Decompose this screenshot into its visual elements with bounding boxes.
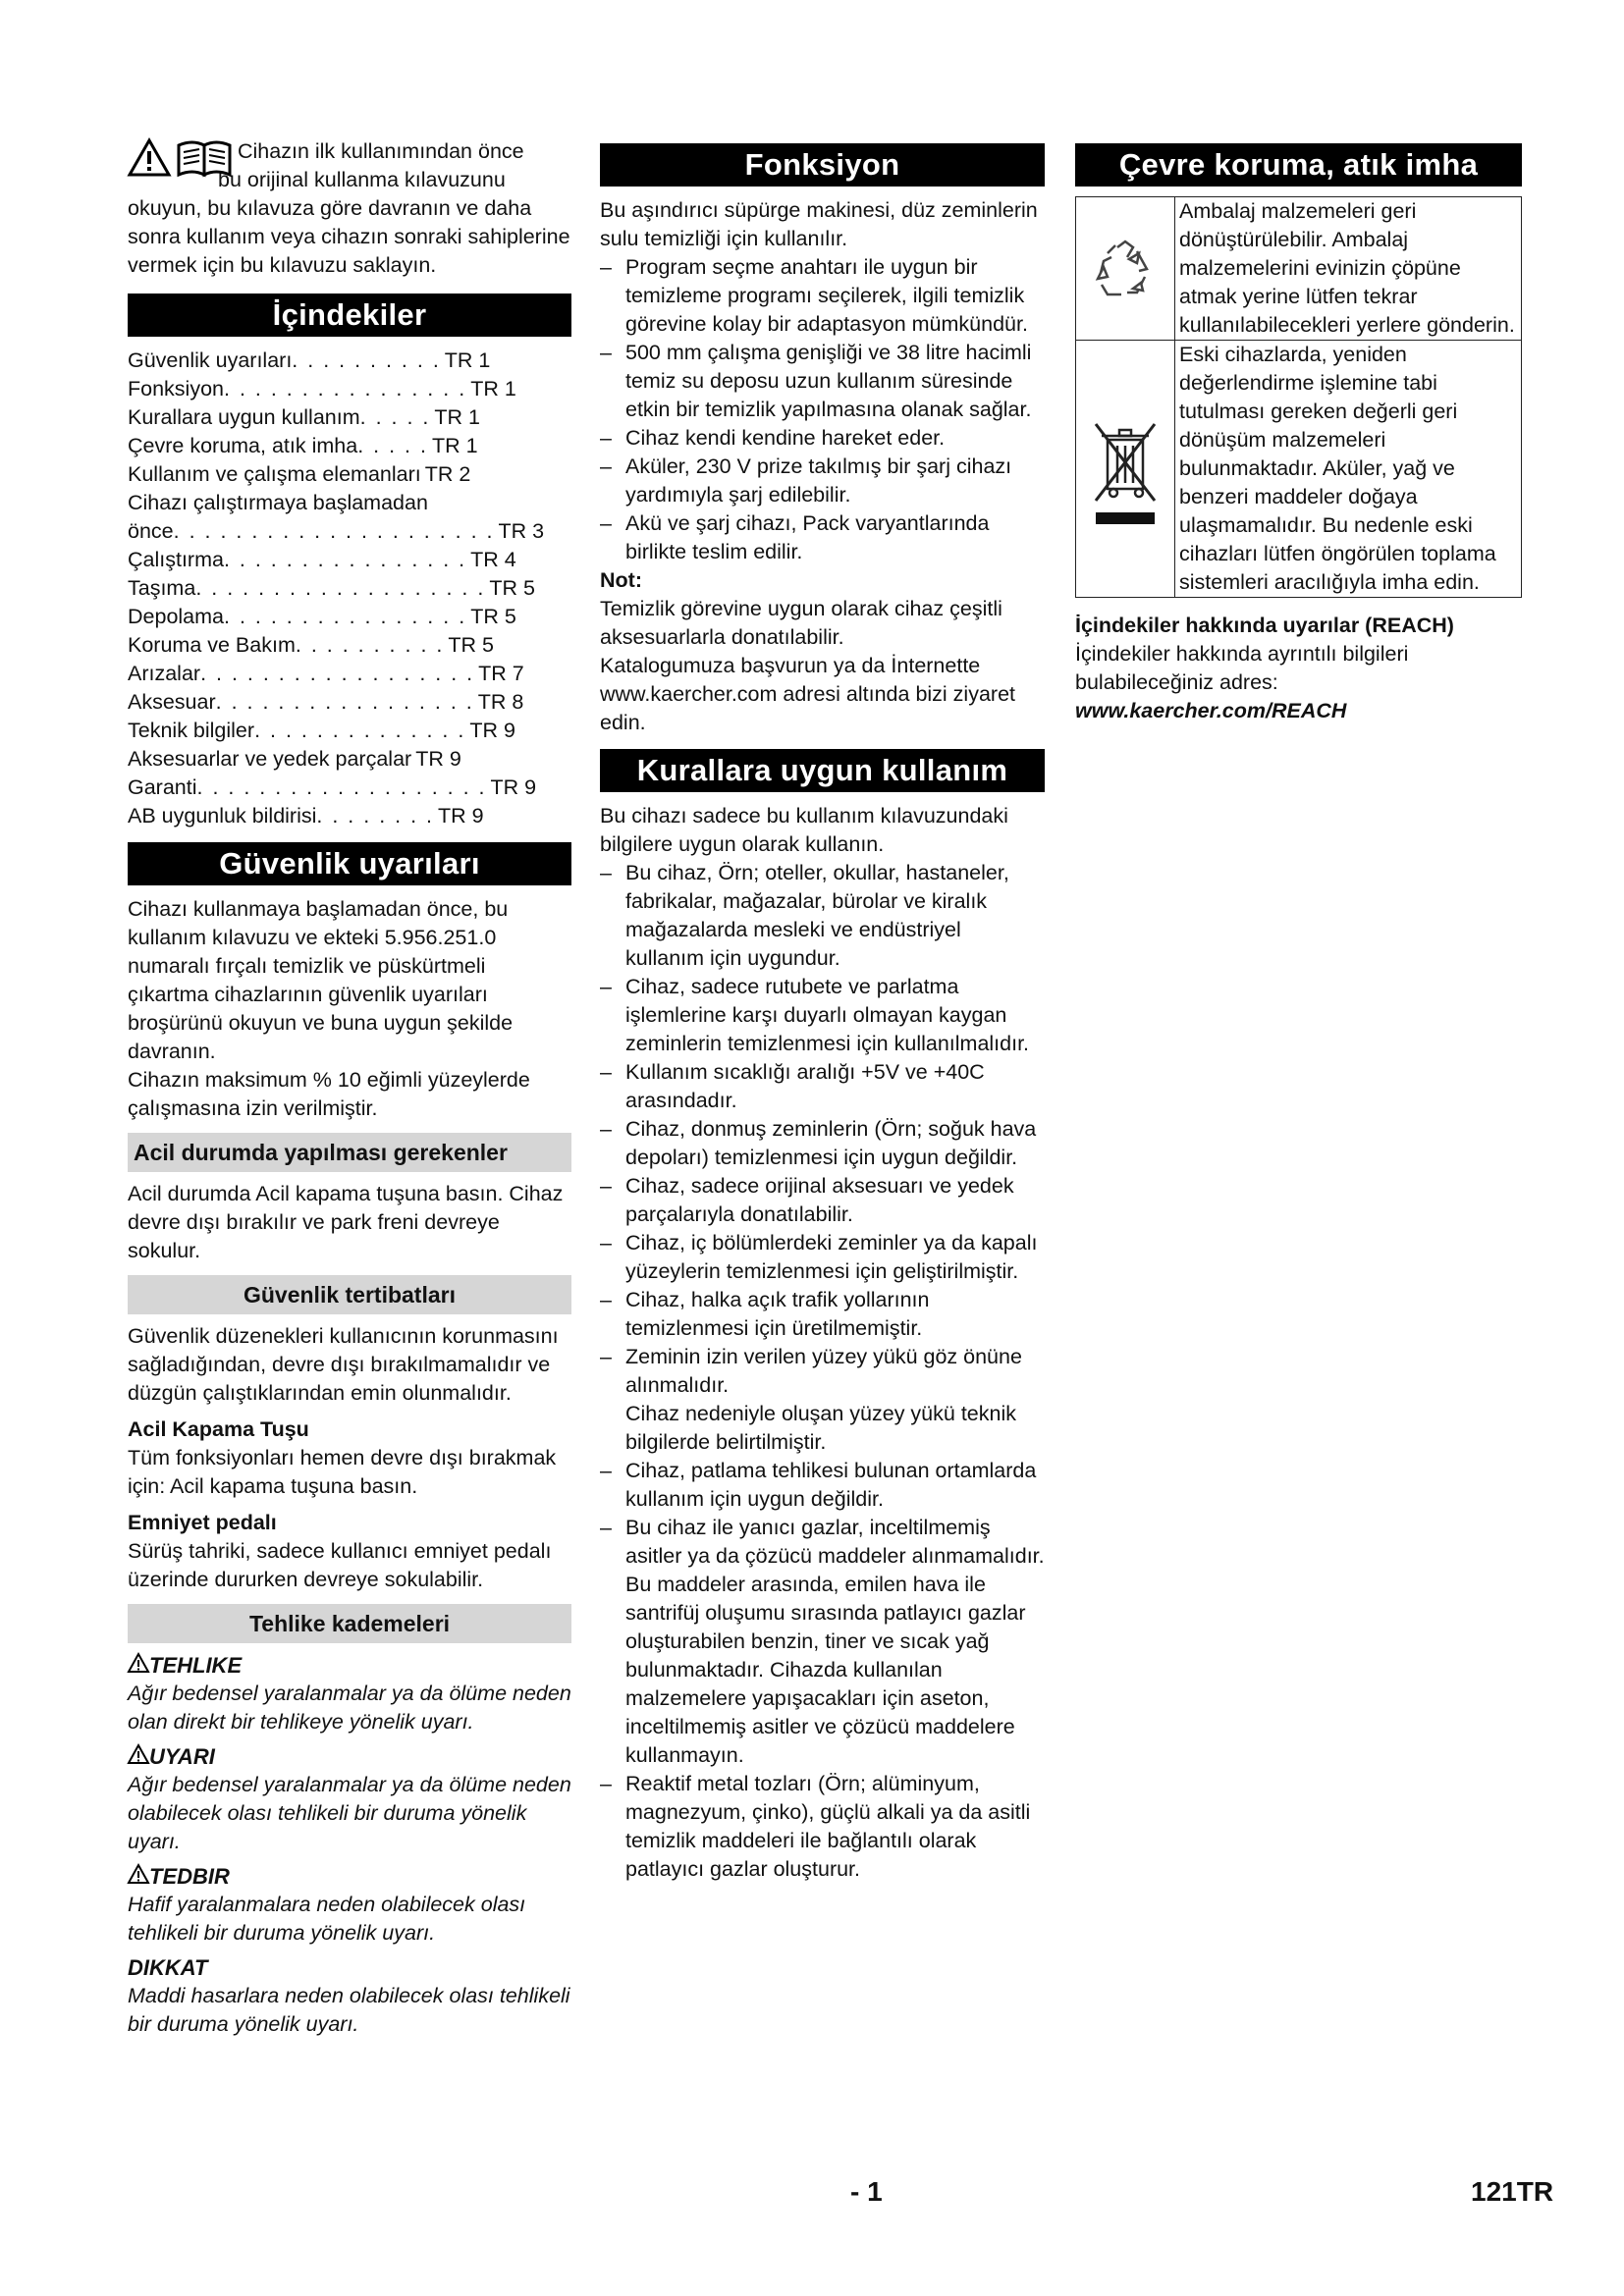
toc-item[interactable] bbox=[128, 375, 516, 403]
dash-bullet: – bbox=[600, 426, 612, 450]
toc-item-page: TR 1 bbox=[470, 377, 516, 400]
weee-text: Eski cihazlarda, yeniden değerlendirme işlemine tabi tutulması gereken değerli geri dönüşüm malzemeleri bulunmaktadır. Aküler, yağ ve benzeri maddeler doğaya ulaşmamalıdır. Bu nedenle eski cihazları lütfen öngörülen toplama sistemleri aracılığıyla imha edin. bbox=[1179, 343, 1496, 594]
danger-levels-heading: Tehlike kademeleri bbox=[128, 1604, 571, 1643]
toc-item-dots: . . . . . . . . . . . . . . bbox=[254, 719, 466, 742]
toc-item[interactable] bbox=[128, 717, 515, 745]
dash-bullet: – bbox=[600, 1231, 612, 1255]
toc-item-dots: . . . . . . . . . . . . . . . . bbox=[223, 548, 467, 571]
toc-item-dots: . . . . . . . . . . . . . . . . . . . bbox=[195, 576, 486, 600]
intro-line-2: bu orijinal kullanma kılavuzunu bbox=[218, 168, 506, 191]
toc-item-dots: . . . . . . . . . . . . . . . . . bbox=[215, 690, 474, 714]
dash-bullet: – bbox=[600, 454, 612, 478]
emergency-heading: Acil durumda yapılması gerekenler bbox=[128, 1133, 571, 1172]
toc-item-page: TR 8 bbox=[477, 690, 524, 714]
toc-item-label: Aksesuar bbox=[128, 690, 216, 714]
toc-item-label: Koruma ve Bakım bbox=[128, 633, 296, 657]
safety-heading: Güvenlik uyarıları bbox=[128, 842, 571, 885]
column-right bbox=[1075, 137, 1522, 725]
toc-item-dots: . . . . . . . . . . bbox=[292, 348, 441, 372]
proper-use-list-item-text: Cihaz, sadece orijinal aksesuarı ve yedek parçalarıyla donatılabilir. bbox=[625, 1174, 1014, 1226]
toc-item-dots: . . . . . . . . . . . . . . . . . . bbox=[200, 662, 475, 685]
environment-heading: Çevre koruma, atık imha bbox=[1075, 143, 1522, 187]
proper-use-list-item bbox=[600, 1286, 1045, 1343]
toc-item-label: AB uygunluk bildirisi bbox=[128, 804, 317, 828]
toc-item[interactable] bbox=[128, 774, 537, 802]
proper-use-list-item bbox=[600, 1058, 1045, 1115]
toc-item-page: TR 3 bbox=[498, 519, 545, 543]
emergency-text: Acil durumda Acil kapama tuşuna basın. Cihaz devre dışı bırakılır ve park freni devreye sokulur. bbox=[128, 1182, 564, 1262]
toc-item-page: TR 1 bbox=[434, 405, 480, 429]
function-list-item-text: Program seçme anahtarı ile uygun bir temizleme programı seçilerek, ilgili temizlik görevine kolay bir adaptasyon mümkündür. bbox=[625, 255, 1028, 336]
caution-text: Hafif yaralanmalara neden olabilecek olası tehlikeli bir duruma yönelik uyarı. bbox=[128, 1893, 526, 1945]
recycle-row bbox=[1076, 197, 1521, 341]
proper-use-list-item-text: Cihaz, donmuş zeminlerin (Örn; soğuk hava depoları) temizlenmesi için uygun değildir. bbox=[625, 1117, 1037, 1169]
safety-devices-text: Güvenlik düzenekleri kullanıcının korunmasını sağladığından, devre dışı bırakılmamalıdır ve düzgün çalıştıklarından emin olunmalıdır. bbox=[128, 1324, 559, 1405]
dash-bullet: – bbox=[600, 1345, 612, 1368]
toc-item[interactable] bbox=[128, 489, 511, 517]
proper-use-heading: Kurallara uygun kullanım bbox=[600, 749, 1045, 792]
proper-use-list-item-text: Zeminin izin verilen yüzey yükü göz önüne alınmalıdır. bbox=[625, 1345, 1022, 1397]
warning-manual-icon bbox=[128, 137, 234, 177]
column-middle bbox=[600, 137, 1045, 1884]
proper-use-list-item-text: Cihaz, patlama tehlikesi bulunan ortamlarda kullanım için uygun değildir. bbox=[625, 1459, 1037, 1511]
toc-item[interactable] bbox=[128, 432, 511, 460]
intro-line-1: Cihazın ilk kullanımından önce bbox=[238, 139, 524, 163]
dash-bullet: – bbox=[600, 1174, 612, 1198]
toc-item-label: Aksesuarlar ve yedek parçalar bbox=[128, 747, 412, 771]
document-code: 121TR bbox=[1471, 2176, 1554, 2207]
pedal-heading: Emniyet pedalı bbox=[128, 1511, 277, 1534]
toc-item-page: TR 1 bbox=[431, 434, 478, 457]
toc-item-dots: . . . . . . . . . . . . . . . . bbox=[224, 605, 467, 628]
weee-row bbox=[1076, 341, 1521, 598]
proper-use-list-item-text: Kullanım sıcaklığı aralığı +5V ve +40C arasındadır. bbox=[625, 1060, 985, 1112]
toc-item-label: Arızalar bbox=[128, 662, 201, 685]
toc-item-label: Teknik bilgiler bbox=[128, 719, 255, 742]
reach-heading: İçindekiler hakkında uyarılar (REACH) bbox=[1075, 614, 1454, 637]
note-paragraph-2: Katalogumuza başvurun ya da İnternette www.kaercher.com adresi altında bizi ziyaret edin. bbox=[600, 654, 1016, 734]
toc-item-page: TR 9 bbox=[469, 719, 515, 742]
reach-url[interactable]: www.kaercher.com/REACH bbox=[1075, 699, 1347, 722]
toc-item-label: Fonksiyon bbox=[128, 377, 224, 400]
toc-item[interactable] bbox=[128, 347, 511, 375]
toc-item-page: TR 5 bbox=[489, 576, 535, 600]
toc-item-label: Cihazı çalıştırmaya başlamadan bbox=[128, 491, 428, 514]
toc-item[interactable] bbox=[128, 802, 511, 830]
warning-label bbox=[128, 1742, 571, 1771]
toc-item-label: önce bbox=[128, 519, 174, 543]
pedal-text: Sürüş tahriki, sadece kullanıcı emniyet pedalı üzerinde dururken devreye sokulabilir. bbox=[128, 1539, 552, 1591]
proper-use-list-item bbox=[600, 1115, 1045, 1172]
toc-item-label: Çalıştırma bbox=[128, 548, 224, 571]
toc-item-dots: . . . . . . . . . . bbox=[295, 633, 445, 657]
proper-use-list-item-text: Cihaz, iç bölümlerdeki zeminler ya da kapalı yüzeylerin temizlenmesi için geliştirilmiştir. bbox=[625, 1231, 1038, 1283]
crossed-bin-icon bbox=[1086, 410, 1164, 528]
function-list-item-text: Akü ve şarj cihazı, Pack varyantlarında birlikte teslim edilir. bbox=[625, 511, 990, 563]
proper-use-list-item bbox=[600, 1514, 1045, 1571]
dash-bullet: – bbox=[600, 1772, 612, 1795]
function-heading: Fonksiyon bbox=[600, 143, 1045, 187]
caution-label-text: TEDBIR bbox=[149, 1864, 230, 1889]
toc-item-label: Depolama bbox=[128, 605, 224, 628]
toc-item[interactable] bbox=[128, 574, 535, 603]
dash-bullet: – bbox=[600, 511, 612, 535]
dash-bullet: – bbox=[600, 1516, 612, 1539]
notice-text: Maddi hasarlara neden olabilecek olası tehlikeli bir duruma yönelik uyarı. bbox=[128, 1984, 570, 2036]
function-list-item bbox=[600, 509, 1045, 566]
recycle-icon-cell bbox=[1076, 197, 1175, 340]
proper-use-list-item bbox=[600, 973, 1045, 1058]
recycle-text: Ambalaj malzemeleri geri dönüştürülebilir. Ambalaj malzemelerini evinizin çöpüne atmak yerine lütfen tekrar kullanılabilecekleri yerlere gönderin. bbox=[1179, 199, 1515, 337]
weee-icon-cell bbox=[1076, 341, 1175, 597]
dash-bullet: – bbox=[600, 1060, 612, 1084]
toc-item[interactable] bbox=[128, 660, 524, 688]
proper-use-list-item bbox=[600, 1770, 1045, 1884]
danger-label bbox=[128, 1651, 571, 1680]
proper-use-list-item bbox=[600, 1229, 1045, 1286]
proper-use-list-item-text: Bu cihaz, Örn; oteller, okullar, hastaneler, fabrikalar, mağazalar, bürolar ve kiralık mağazalarda mesleki ve endüstriyel kullanım için uygundur. bbox=[625, 861, 1009, 970]
toc-item-label: Taşıma bbox=[128, 576, 196, 600]
toc-item-dots: . . . . . . . . bbox=[316, 804, 435, 828]
safety-devices-heading: Güvenlik tertibatları bbox=[128, 1275, 571, 1314]
proper-use-list-item-text: Cihaz, sadece rutubete ve parlatma işlemlerine karşı duyarlı olmayan kaygan zeminlerin temizlenmesi için kullanılmalıdır. bbox=[625, 975, 1030, 1055]
intro-rest: okuyun, bu kılavuza göre davranın ve daha sonra kullanım veya cihazın sonraki sahiplerine vermek için bu kılavuzu saklayın. bbox=[128, 196, 570, 277]
dash-bullet: – bbox=[600, 255, 612, 279]
toc-item-label: Çevre koruma, atık imha bbox=[128, 434, 358, 457]
warning-label-text: UYARI bbox=[149, 1744, 215, 1769]
proper-use-list-item bbox=[600, 1172, 1045, 1229]
toc-item-page: TR 4 bbox=[470, 548, 516, 571]
toc-item-dots: . . . . . . . . . . . . . . . . bbox=[224, 377, 467, 400]
toc-item[interactable] bbox=[128, 603, 516, 631]
caution-label bbox=[128, 1862, 571, 1891]
toc-item-page: TR 9 bbox=[490, 775, 537, 799]
estop-heading: Acil Kapama Tuşu bbox=[128, 1417, 309, 1441]
function-list-item-text: Aküler, 230 V prize takılmış bir şarj cihazı yardımıyla şarj edilebilir. bbox=[625, 454, 1012, 507]
page-number: - 1 bbox=[850, 2176, 883, 2207]
toc-item[interactable] bbox=[128, 403, 511, 432]
toc-item-label: Kurallara uygun kullanım bbox=[128, 405, 360, 429]
warning-triangle-icon bbox=[128, 1744, 149, 1764]
toc-item-page: TR 5 bbox=[470, 605, 516, 628]
proper-use-list-item-extra: Cihaz nedeniyle oluşan yüzey yükü teknik bilgilerde belirtilmiştir. bbox=[625, 1402, 1016, 1454]
intro bbox=[128, 137, 571, 280]
dash-bullet: – bbox=[600, 1117, 612, 1141]
note-paragraph-1: Temizlik görevine uygun olarak cihaz çeşitli aksesuarlarla donatılabilir. bbox=[600, 597, 1002, 649]
function-list-item bbox=[600, 339, 1045, 424]
toc-item-dots: . . . . . . . . . . . . . . . . . . . bbox=[196, 775, 487, 799]
function-list-item bbox=[600, 253, 1045, 339]
toc-item-page: TR 2 bbox=[424, 462, 471, 486]
danger-label-text: TEHLIKE bbox=[149, 1653, 243, 1678]
notice-label: DIKKAT bbox=[128, 1955, 208, 1980]
function-list-item bbox=[600, 424, 1045, 453]
toc-item[interactable] bbox=[128, 546, 516, 574]
column-left bbox=[128, 137, 571, 2039]
toc-item-label: Garanti bbox=[128, 775, 197, 799]
proper-use-paragraph: Bu cihazı sadece bu kullanım kılavuzundaki bilgilere uygun olarak kullanın. bbox=[600, 804, 1008, 856]
proper-use-list-item-extra: Bu maddeler arasında, emilen hava ile santrifüj oluşumu sırasında patlayıcı gazlar oluşturabilen benzin, tiner ve sıcak yağ bulunmaktadır. Cihazda kullanılan malzemelere yapışacakları için aseton, inceltilmemiş asitler ve çözücü maddelere kullanmayın. bbox=[625, 1573, 1026, 1767]
function-paragraph: Bu aşındırıcı süpürge makinesi, düz zeminlerin sulu temizliği için kullanılır. bbox=[600, 198, 1038, 250]
toc-item-dots: . . . . . bbox=[359, 405, 431, 429]
safety-paragraph-2: Cihazın maksimum % 10 eğimli yüzeylerde çalışmasına izin verilmiştir. bbox=[128, 1068, 530, 1120]
proper-use-list-item bbox=[600, 859, 1045, 973]
toc-item-label: Güvenlik uyarıları bbox=[128, 348, 293, 372]
toc-item-page: TR 1 bbox=[444, 348, 491, 372]
toc-item-page: TR 7 bbox=[478, 662, 524, 685]
toc-item[interactable] bbox=[128, 460, 511, 489]
dash-bullet: – bbox=[600, 861, 612, 884]
dash-bullet: – bbox=[600, 1288, 612, 1311]
dash-bullet: – bbox=[600, 975, 612, 998]
toc-item-page: TR 5 bbox=[448, 633, 494, 657]
estop-text: Tüm fonksiyonları hemen devre dışı bırakmak için: Acil kapama tuşuna basın. bbox=[128, 1446, 557, 1498]
proper-use-list-item-text: Cihaz, halka açık trafik yollarının temizlenmesi için üretilmemiştir. bbox=[625, 1288, 930, 1340]
toc-item-page: TR 9 bbox=[438, 804, 484, 828]
warning-triangle-icon bbox=[128, 1653, 149, 1673]
function-list-item-text: 500 mm çalışma genişliği ve 38 litre hacimli temiz su deposu uzun kullanım süresinde etkin bir temizlik yapılmasına olanak sağlar. bbox=[625, 341, 1032, 421]
function-list-item bbox=[600, 453, 1045, 509]
toc-item-dots: . . . . . . . . . . . . . . . . . . . . . bbox=[173, 519, 495, 543]
toc-item-page: TR 9 bbox=[415, 747, 461, 771]
recycle-icon bbox=[1094, 238, 1157, 300]
note-label: Not: bbox=[600, 568, 642, 592]
function-list-item-text: Cihaz kendi kendine hareket eder. bbox=[625, 426, 946, 450]
toc-item[interactable] bbox=[128, 631, 511, 660]
toc-item-dots: . . . . . bbox=[357, 434, 428, 457]
toc-item[interactable] bbox=[128, 745, 511, 774]
toc-item[interactable] bbox=[128, 517, 545, 546]
proper-use-list bbox=[600, 859, 1045, 1884]
toc-heading: İçindekiler bbox=[128, 294, 571, 337]
toc-item-label: Kullanım ve çalışma elemanları bbox=[128, 462, 421, 486]
danger-text: Ağır bedensel yaralanmalar ya da ölüme neden olan direkt bir tehlikeye yönelik uyarı. bbox=[128, 1682, 571, 1734]
dash-bullet: – bbox=[600, 341, 612, 364]
dash-bullet: – bbox=[600, 1459, 612, 1482]
function-list bbox=[600, 253, 1045, 566]
reach-text: İçindekiler hakkında ayrıntılı bilgileri bulabileceğiniz adres: bbox=[1075, 642, 1409, 694]
proper-use-list-item bbox=[600, 1343, 1045, 1400]
warning-text: Ağır bedensel yaralanmalar ya da ölüme neden olabilecek olası tehlikeli bir duruma yönelik uyarı. bbox=[128, 1773, 571, 1853]
environment-table bbox=[1075, 196, 1522, 598]
proper-use-list-item-text: Reaktif metal tozları (Örn; alüminyum, magnezyum, çinko), güçlü alkali ya da asitli temizlik maddeleri ile bağlantılı olarak patlayıcı gazlar oluşturur. bbox=[625, 1772, 1031, 1881]
warning-triangle-icon bbox=[128, 1864, 149, 1884]
proper-use-list-item bbox=[600, 1457, 1045, 1514]
proper-use-list-item-text: Bu cihaz ile yanıcı gazlar, inceltilmemiş asitler ya da çözücü maddeler alınmamalıdır. bbox=[625, 1516, 1045, 1568]
safety-paragraph-1: Cihazı kullanmaya başlamadan önce, bu kullanım kılavuzu ve ekteki 5.956.251.0 numaralı fırçalı temizlik ve püskürtmeli çıkartma cihazlarının güvenlik uyarıları broşürünü okuyun ve buna uygun şekilde davranın. bbox=[128, 897, 514, 1063]
table-of-contents bbox=[128, 347, 545, 830]
toc-item[interactable] bbox=[128, 688, 524, 717]
